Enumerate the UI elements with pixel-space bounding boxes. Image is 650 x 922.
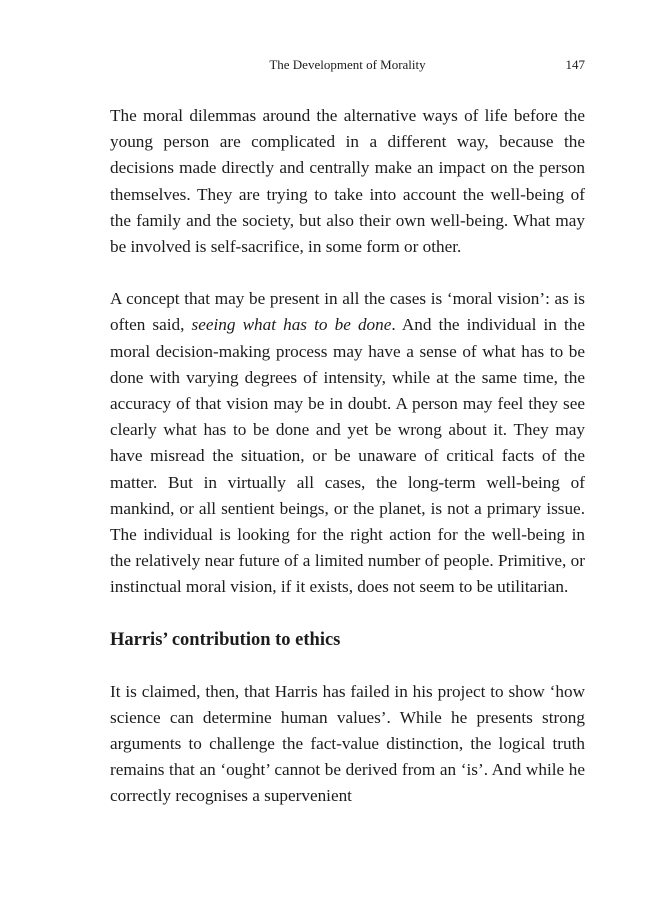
paragraph-2-part-2: . And the individual in the moral decision-making process may have a sense of what has to be done with varying degrees of intensity, while at the same time, the accuracy of that vision may be in doubt. A person may feel they see clearly what has to be done and yet be wrong about it. They may have misread the situation, or be unaware of critical facts of the matter. But in virtually all cases, the long-term well-being of mankind, or all sentient beings, or the planet, is not a primary issue. The individual is looking for the right action for the well-being in the relatively near future of a limited number of people. Primitive, or instinctual moral vision, if it exists, does not seem to be utilitarian. — [110, 315, 585, 597]
paragraph-2 — [110, 286, 585, 600]
body-text — [110, 103, 585, 810]
paragraph-3: It is claimed, then, that Harris has failed in his project to show ‘how science can determine human values’. While he presents strong arguments to challenge the fact-value distinction, the logical truth remains that an ‘ought’ cannot be derived from an ‘is’. And while he correctly recognises a supervenient — [110, 681, 585, 806]
running-head — [110, 55, 585, 75]
paragraph-2-part-1: A concept that may be present in all the cases is ‘moral vision’: as is often said, — [110, 289, 585, 335]
running-title: The Development of Morality — [269, 57, 426, 72]
paragraph-1: The moral dilemmas around the alternative ways of life before the young person are complicated in a different way, because the decisions made directly and centrally make an impact on the person themselves. They are trying to take into account the well-being of the family and the society, but also their own well-being. What may be involved is self-sacrifice, in some form or other. — [110, 106, 585, 257]
section-heading: Harris’ contribution to ethics — [110, 629, 341, 650]
paragraph-2-emphasis: seeing what has to be done — [191, 315, 392, 335]
page-number: 147 — [565, 57, 585, 72]
